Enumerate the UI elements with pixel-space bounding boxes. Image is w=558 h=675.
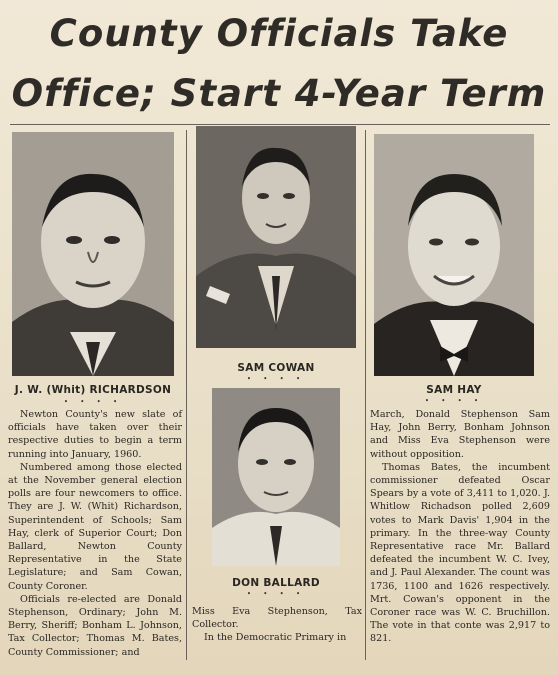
photo-hay [374,134,534,376]
caption-separator: • • • • [246,590,306,598]
headline-rule [10,124,550,125]
article-paragraph: In the Democratic Primary in [204,632,347,644]
headline-line-1: County Officials Take [49,12,509,55]
caption-separator: • • • • [63,398,123,406]
article-paragraph: Thomas Bates, the incumbent commissioner defeated Oscar Spears by a vote of 3,411 to 1,020. J. Whitlow Richadson polled 2,609 votes to Mark Davis' 1,904 in the primary. In the three-way County Representative race Mr. Ballard defeated the incumbent W. C. Ivey, and J. Paul Alexander. The count was 1736, 1100 and 1626 respectively. Mrt. Cowan's opponent in the Coroner race was W. C. Bruchillon. The vote in that conte was 2,917 to 821. [370,461,550,645]
caption-separator: • • • • [424,397,484,405]
column-rule-right [365,130,366,660]
caption-ballard: DON BALLARD [232,577,320,589]
headline-line-2: Office; Start 4-Year Term [11,72,547,115]
photo-cowan [196,126,356,348]
article-paragraph: Numbered among those elected at the November general election polls are four newcomers to office. They are J. W. (Whit) Richardson, Superintendent of Schools; Sam Hay, clerk of Superior Court; Don Ballard, Newton County Representative in the State Legislature; and Sam Cowan, County Coroner. [8,461,182,592]
photo-ballard [212,388,340,566]
photo-richardson [12,132,174,376]
caption-separator: • • • • [246,375,306,383]
article-column-1 [8,408,182,670]
caption-richardson: J. W. (Whit) RICHARDSON [14,384,172,396]
caption-cowan: SAM COWAN [237,362,315,374]
article-paragraph: Miss Eva Stephenson, Tax Collector. [192,606,362,631]
article-column-3 [370,408,550,670]
article-paragraph: Officials re-elected are Donald Stephenson, Ordinary; John M. Berry, Sheriff; Bonham L. Johnson, Tax Collector; Thomas M. Bates, County Commissioner; and [8,593,182,658]
article-paragraph: Newton County's new slate of officials have taken over their respective duties to begin a term running into January, 1960. [8,409,182,460]
column-rule-left [186,130,187,660]
article-column-2 [192,605,362,665]
caption-hay: SAM HAY [426,384,482,396]
article-paragraph: March, Donald Stephenson Sam Hay, John Berry, Bonham Johnson and Miss Eva Stephenson were without opposition. [370,409,550,460]
